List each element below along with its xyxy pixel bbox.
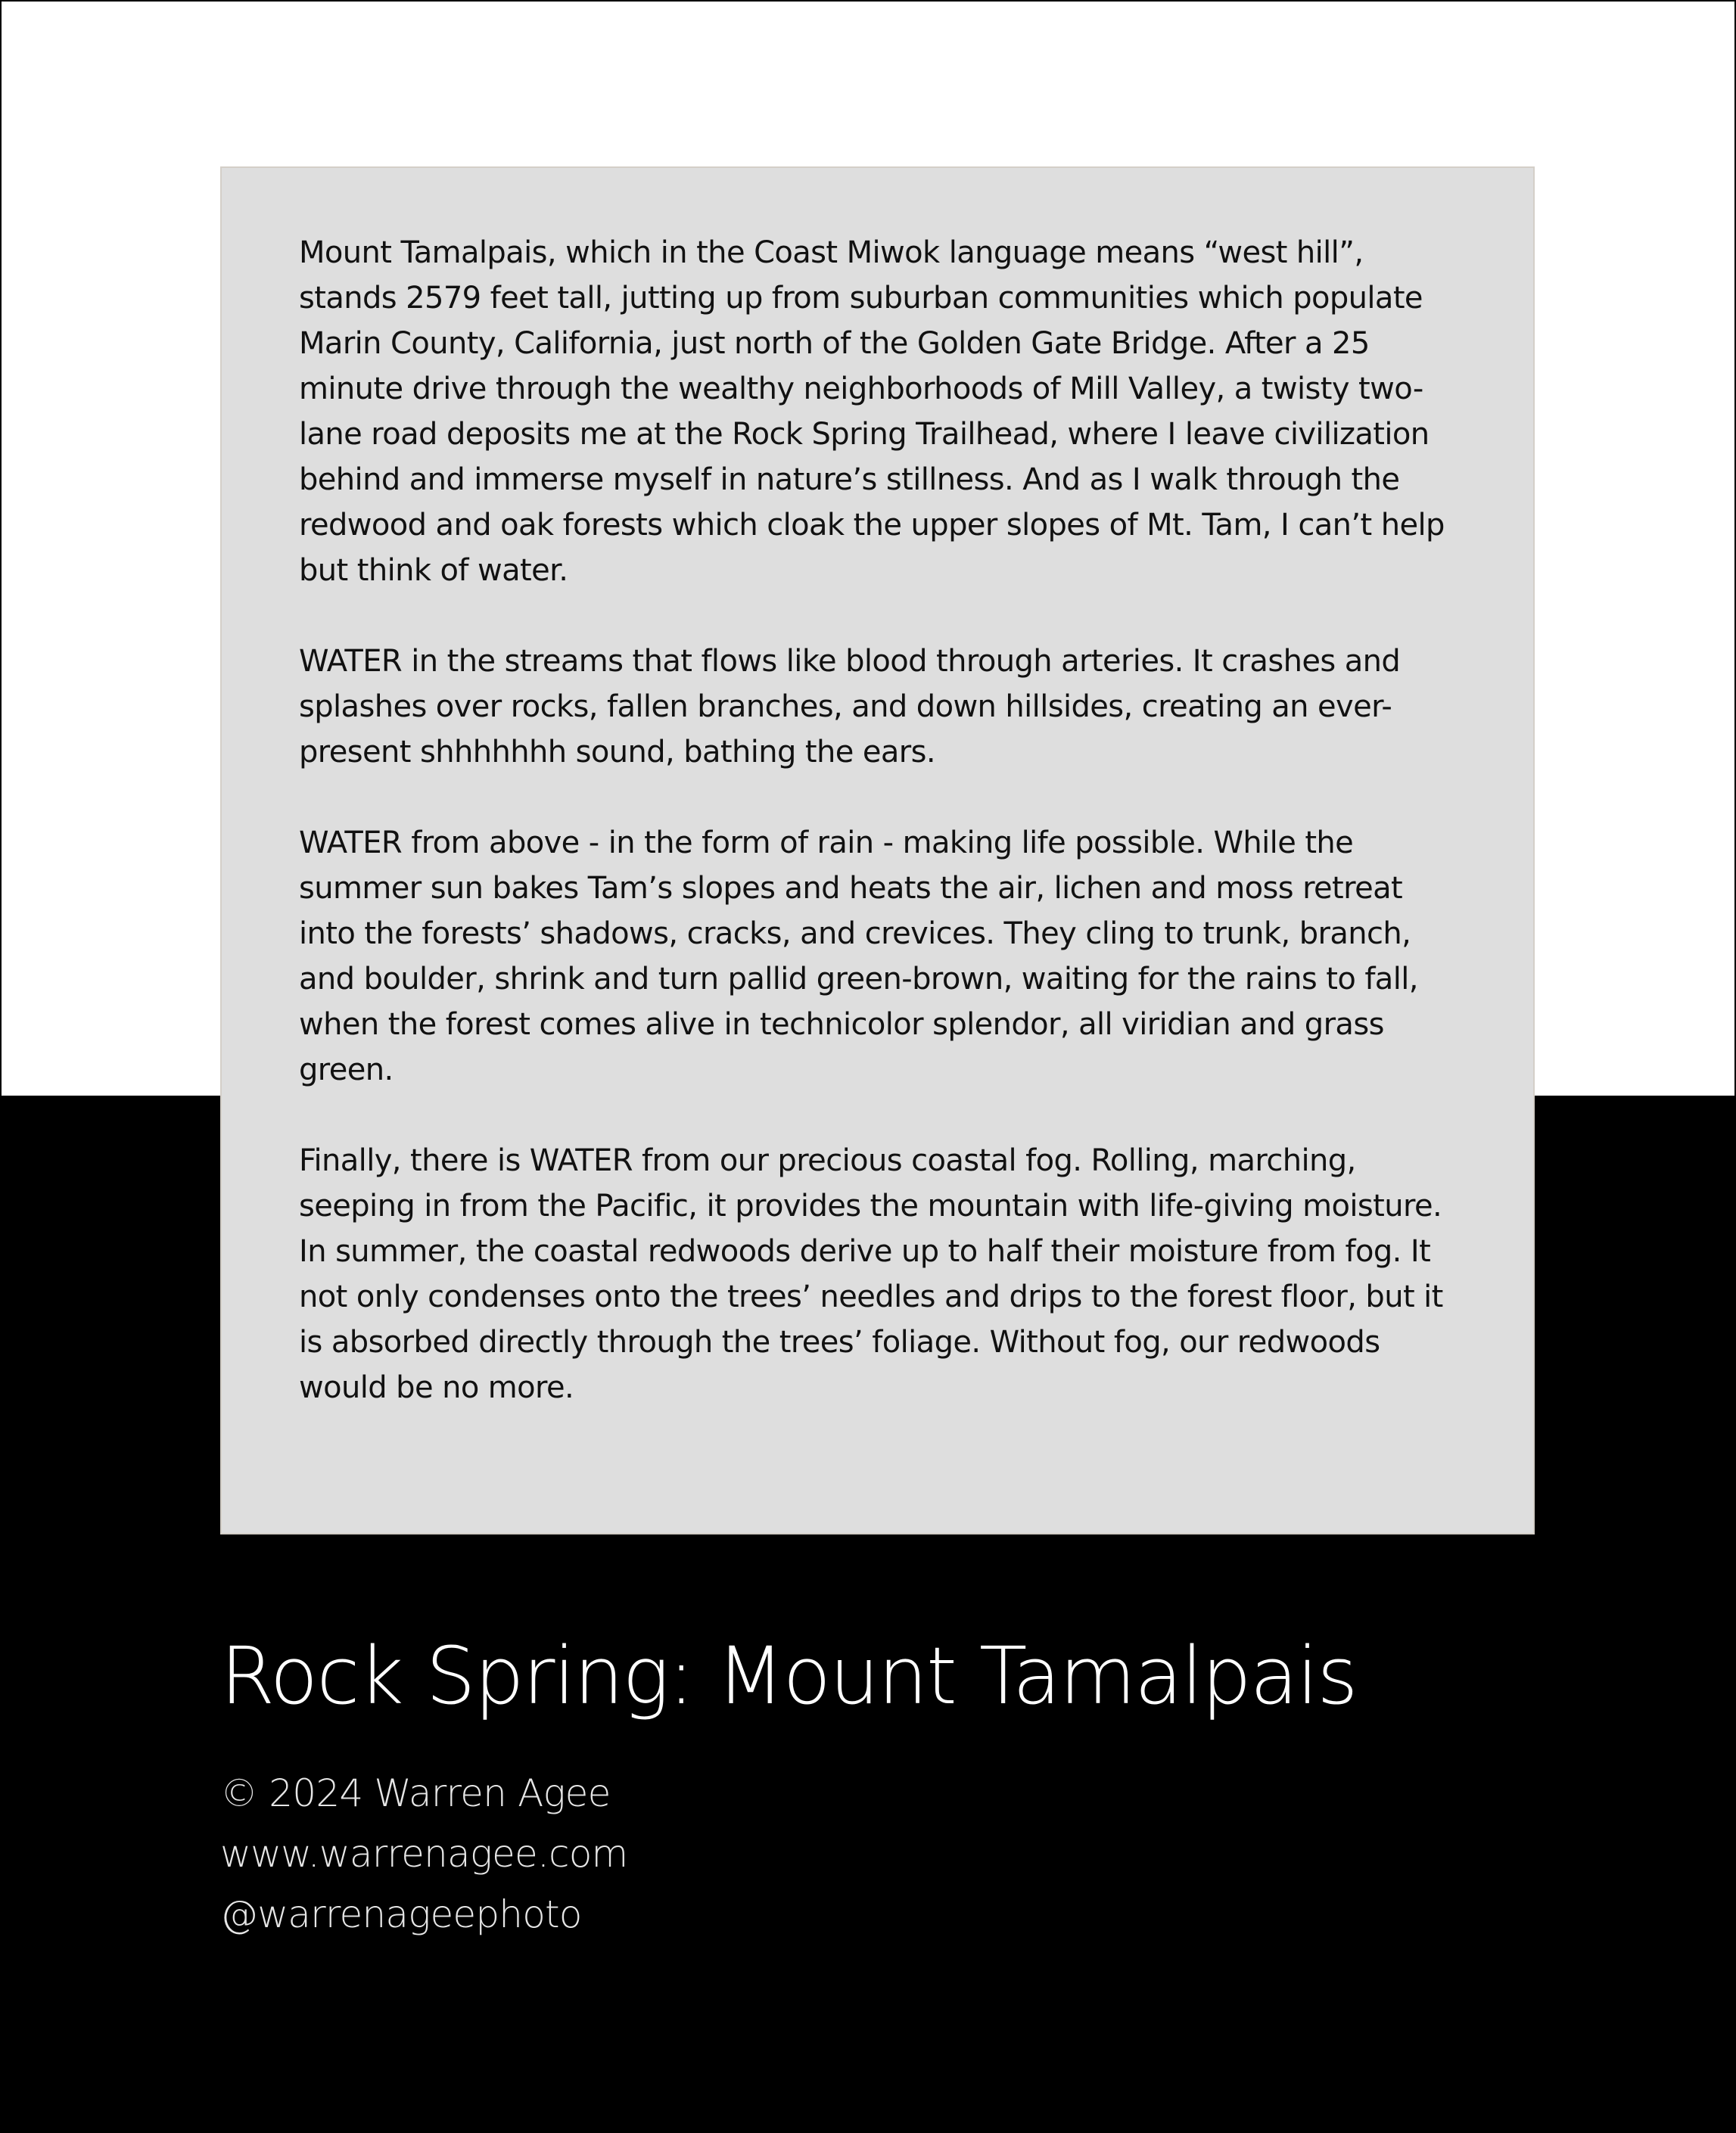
essay-panel [220, 166, 1535, 1534]
social-handle[interactable]: @warrenageephoto [220, 1892, 582, 1936]
website-link[interactable]: www.warrenagee.com [220, 1832, 628, 1876]
essay-paragraph-fog: Finally, there is WATER from our precious coastal fog. Rolling, marching, seeping in from the Pacific, it provides the mountain with life-giving moisture. In summer, the coastal redwoods derive up to half their moisture from fog. It not only condenses onto the trees’ needles and drips to the forest floor, but it is absorbed directly through the trees’ foliage. Without fog, our redwoods would be no more. [299, 1143, 1443, 1405]
essay-paragraph-intro: Mount Tamalpais, which in the Coast Miwok language means “west hill”, stands 2579 feet tall, jutting up from suburban communities which populate Marin County, California, just north of the Golden Gate Bridge. After a 25 minute drive through the wealthy neighborhoods of Mill Valley, a twisty two-lane road deposits me at the Rock Spring Trailhead, where I leave civilization behind and immerse myself in nature’s stillness. And as I walk through the redwood and oak forests which cloak the upper slopes of Mt. Tam, I can’t help but think of water. [299, 235, 1445, 588]
essay-paragraph-rain: WATER from above - in the form of rain - making life possible. While the summer sun bakes Tam’s slopes and heats the air, lichen and moss retreat into the forests’ shadows, cracks, and crevices. They cling to trunk, branch, and boulder, shrink and turn pallid green-brown, waiting for the rains to fall, when the forest comes alive in technicolor splendor, all viridian and grass green. [299, 826, 1418, 1087]
copyright-line: © 2024 Warren Agee [220, 1771, 611, 1815]
credits-list [220, 1763, 627, 1945]
essay-text [299, 230, 1458, 1410]
page-title: Rock Spring: Mount Tamalpais [220, 1630, 1357, 1722]
essay-paragraph-streams: WATER in the streams that flows like blood through arteries. It crashes and splashes over rocks, fallen branches, and down hillsides, creating an ever-present shhhhhhh sound, bathing the ears. [299, 644, 1401, 770]
